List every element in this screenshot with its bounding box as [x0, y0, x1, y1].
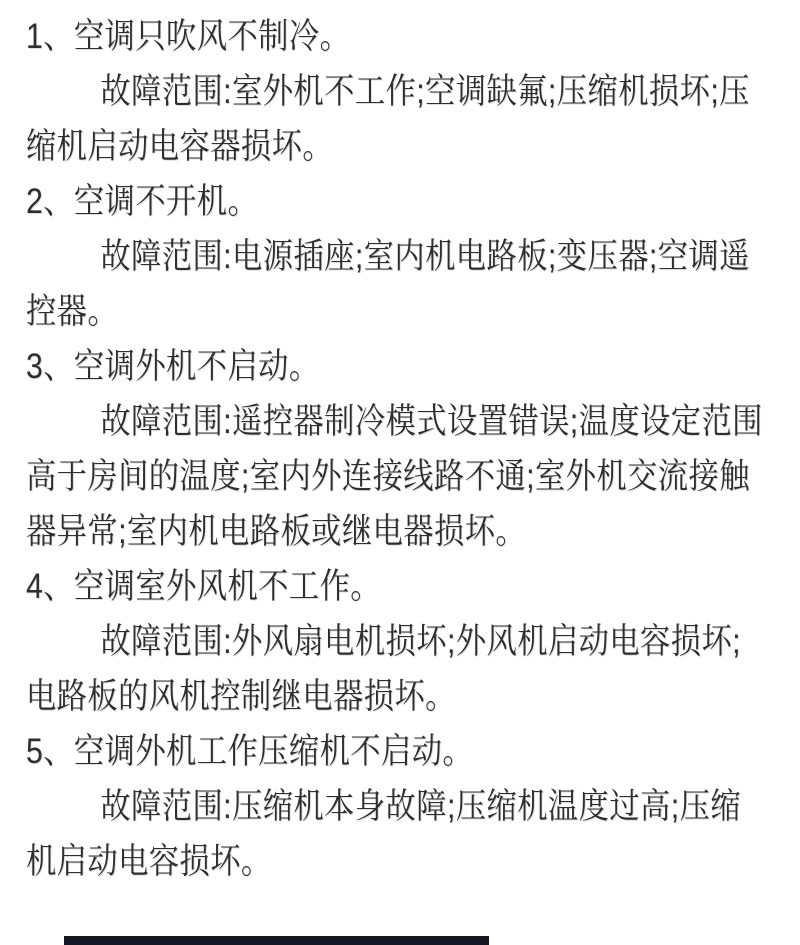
fault-item-heading: 3、空调外机不启动。 — [25, 347, 320, 386]
fault-item-detail: 故障范围:遥控器制冷模式设置错误;温度设定范围高于房间的温度;室内外连接线路不通;室外机交流接触器异常;室内机电路板或继电器损坏。 — [25, 402, 763, 551]
cropped-next-line-remnant — [64, 936, 489, 945]
fault-item-1 — [26, 9, 767, 174]
fault-item-detail: 故障范围:压缩机本身故障;压缩机温度过高;压缩机启动电容损坏。 — [25, 787, 742, 881]
fault-item-4 — [26, 559, 767, 724]
fault-item-heading: 5、空调外机工作压缩机不启动。 — [25, 732, 474, 771]
fault-item-heading: 1、空调只吹风不制冷。 — [25, 17, 351, 56]
fault-item-detail: 故障范围:电源插座;室内机电路板;变压器;空调遥控器。 — [25, 237, 750, 331]
fault-item-detail: 故障范围:室外机不工作;空调缺氟;压缩机损坏;压缩机启动电容器损坏。 — [25, 72, 750, 166]
fault-item-5 — [26, 724, 767, 889]
fault-item-detail: 故障范围:外风扇电机损坏;外风机启动电容损坏;电路板的风机控制继电器损坏。 — [25, 622, 742, 716]
fault-item-heading: 4、空调室外风机不工作。 — [25, 567, 382, 606]
fault-item-heading: 2、空调不开机。 — [25, 182, 259, 221]
fault-item-3 — [26, 339, 767, 559]
fault-item-2 — [26, 174, 767, 339]
